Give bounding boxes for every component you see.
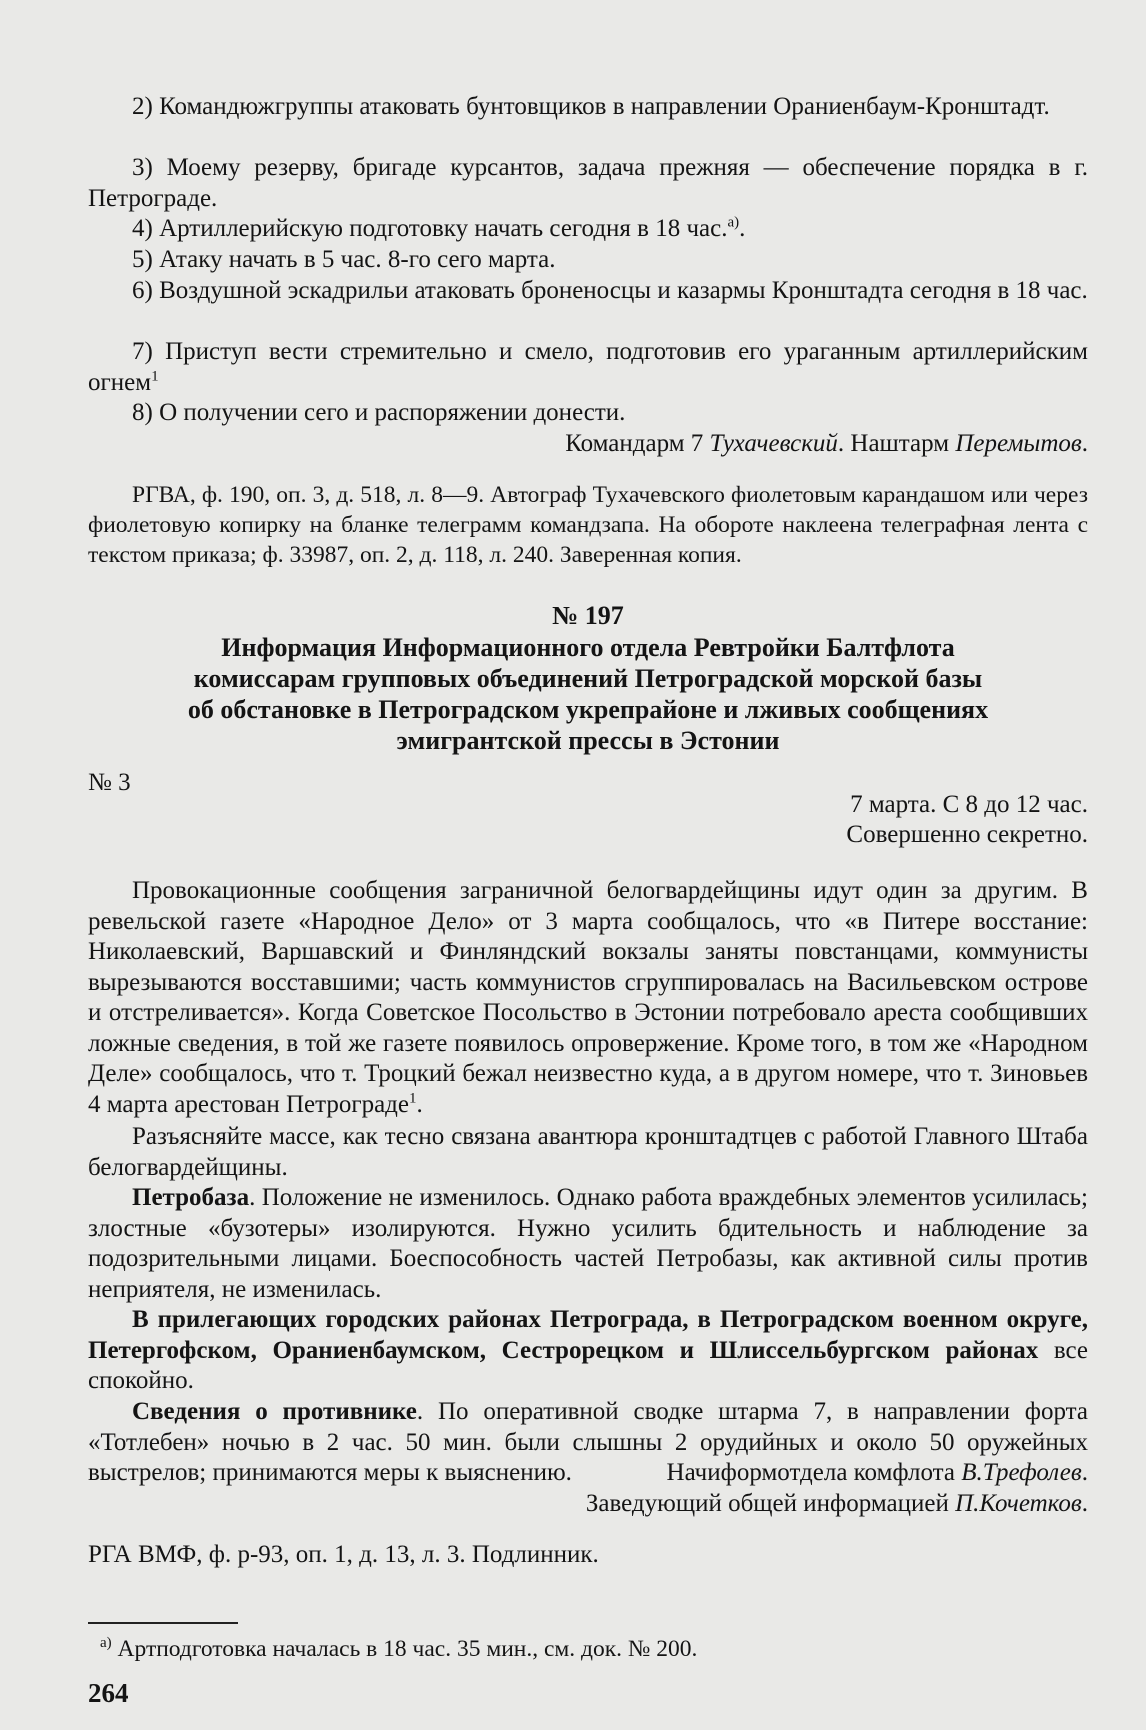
districts-text: все спокойно. — [88, 1336, 1088, 1394]
enemy-text: . По оперативной сводке штарма 7, в направлении форта «Тотлебен» ночью в 2 час. 50 мин. были слышны 2 орудийных и около 50 оружейных выстрелов; принимаются меры к выяснению. — [88, 1398, 1089, 1486]
signature-middle: . Наштарм — [837, 430, 956, 457]
signature3-name: П.Кочетков — [955, 1490, 1082, 1517]
signature-tukhachevsky — [88, 429, 1088, 460]
document-title — [100, 632, 1076, 756]
enemy-heading: Сведения о противнике — [132, 1398, 417, 1425]
signature2-prefix: Начиформотдела комфлота — [666, 1459, 962, 1486]
signature-suffix: . — [1081, 430, 1088, 457]
signature-name-1: Тухачевский — [709, 430, 838, 457]
signature3-prefix: Заведующий общей информацией — [585, 1490, 956, 1517]
order-4: 4) Артиллерийскую подготовку начать сегодня в 18 час.$^{а)}$. — [132, 214, 746, 242]
paragraph-explain: Разъясняйте массе, как тесно связана авантюра кронштадтцев с работой Главного Штаба белогвардейщины. — [88, 1123, 1088, 1181]
footnote-ref-a: а) — [727, 214, 740, 231]
footnote-a — [100, 1634, 1100, 1664]
petrobaza-heading: Петробаза — [132, 1184, 250, 1211]
order-5: 5) Атаку начать в 5 час. 8-го сего марта. — [132, 246, 556, 273]
signature-kochetkov — [88, 1489, 1088, 1520]
order-7 — [88, 337, 1088, 398]
signature2-name: В.Трефолев — [961, 1459, 1082, 1486]
footnote-divider — [88, 1622, 238, 1624]
paragraph-petrobaza — [88, 1183, 1088, 1305]
title-line-2: комиссарам групповых объединений Петроградской морской базы — [193, 664, 983, 693]
signature-prefix: Командарм 7 — [565, 430, 710, 457]
document-number: № 197 — [552, 601, 624, 630]
signature-name-2: Перемытов — [955, 430, 1082, 457]
districts-heading: В прилегающих городских районах Петрограда, в Петроградском военном округе, Петергофском, Ораниенбаумском, Сестрорецком и Шлиссельбургском районах — [88, 1306, 1088, 1364]
order-8: 8) О получении сего и распоряжении донести. — [132, 399, 626, 426]
archive-note-1: РГВА, ф. 190, оп. 3, д. 518, л. 8—9. Автограф Тухачевского фиолетовым карандашом или через фиолетовую копирку на бланке телеграмм командзапа. На обороте наклеена телеграфная лента с текстом приказа; ф. 33987, оп. 2, д. 118, л. 240. Заверенная копия. — [88, 482, 1088, 568]
paragraph-provocations-text: Провокационные сообщения заграничной белогвардейщины идут один за другим. В ревельской газете «Народное Дело» от 3 марта сообщалось, что «в Питере восстание: Николаевский, Варшавский и Финляндский вокзалы заняты повстанцами, коммунисты вырезываются восставшими; часть коммунистов сгруппировалась на Васильевском острове и отстреливается». Когда Советское Посольство в Эстонии потребовало ареста сообщивших ложные сведения, в той же газете появилось опровержение. Кроме того, в том же «Народном Деле» сообщалось, что т. Троцкий бежал неизвестно куда, а в другом номере, что т. Зиновьев 4 марта арестован Петрограде — [88, 877, 1088, 1118]
issue-number: № 3 — [88, 769, 131, 796]
footnote-ref-1b: 1 — [409, 1090, 417, 1107]
signature-trefolev — [88, 1458, 1088, 1489]
order-2: 2) Командюжгруппы атаковать бунтовщиков в направлении Ораниенбаум-Кронштадт. — [132, 93, 1050, 120]
footnote-a-text: Артподготовка началась в 18 час. 35 мин., см. док. № 200. — [111, 1636, 698, 1662]
order-6: 6) Воздушной эскадрильи атаковать броненосцы и казармы Кронштадта сегодня в 18 час. — [132, 277, 1088, 304]
paragraph-provocations: Провокационные сообщения заграничной белогвардейщины идут один за другим. В ревельской газете «Народное Дело» от 3 марта сообщалось, что «в Питере восстание: Николаевский, Варшавский и Финляндский вокзалы заняты повстанцами, коммунисты вырезываются восставшими; часть коммунистов сгруппировалась на Васильевском острове и отстреливается». Когда Советское Посольство в Эстонии потребовало ареста сообщивших ложные сведения, в той же газете появилось опровержение. Кроме того, в том же «Народном Деле» сообщалось, что т. Троцкий бежал неизвестно куда, а в другом номере, что т. Зиновьев 4 марта арестован Петрограде$^1$. — [88, 877, 1088, 1118]
title-line-4: эмигрантской прессы в Эстонии — [396, 726, 780, 755]
date-line: 7 марта. С 8 до 12 час. — [850, 791, 1088, 818]
secrecy-mark: Совершенно секретно. — [846, 821, 1088, 848]
page-number: 264 — [88, 1678, 129, 1708]
order-3: 3) Моему резерву, бригаде курсантов, задача прежняя — обеспечение порядка в г. Петрограде. — [88, 154, 1088, 212]
petrobaza-text: . Положение не изменилось. Однако работа враждебных элементов усилилась; злостные «бузотеры» изолируются. Нужно усилить бдительность и наблюдение за подозрительными лицами. Боеспособность частей Петробазы, как активной силы против неприятеля, не изменилась. — [88, 1184, 1088, 1303]
signature2-suffix: . — [1081, 1459, 1088, 1486]
archive-note-2: РГА ВМФ, ф. р-93, оп. 1, д. 13, л. 3. Подлинник. — [88, 1541, 599, 1568]
footnote-ref-1: 1 — [151, 368, 159, 385]
order-4-text: 4) Артиллерийскую подготовку начать сегодня в 18 час. — [132, 215, 728, 242]
paragraph-districts — [88, 1305, 1088, 1397]
title-line-1: Информация Информационного отдела Ревтройки Балтфлота — [221, 633, 955, 662]
footnote-a-mark: а) — [100, 1635, 112, 1652]
title-line-3: об обстановке в Петроградском укрепрайоне и лживых сообщениях — [187, 695, 989, 724]
order-7-text: 7) Приступ вести стремительно и смело, подготовив его ураганным артиллерийским огнем — [88, 338, 1088, 396]
signature3-suffix: . — [1081, 1490, 1088, 1517]
